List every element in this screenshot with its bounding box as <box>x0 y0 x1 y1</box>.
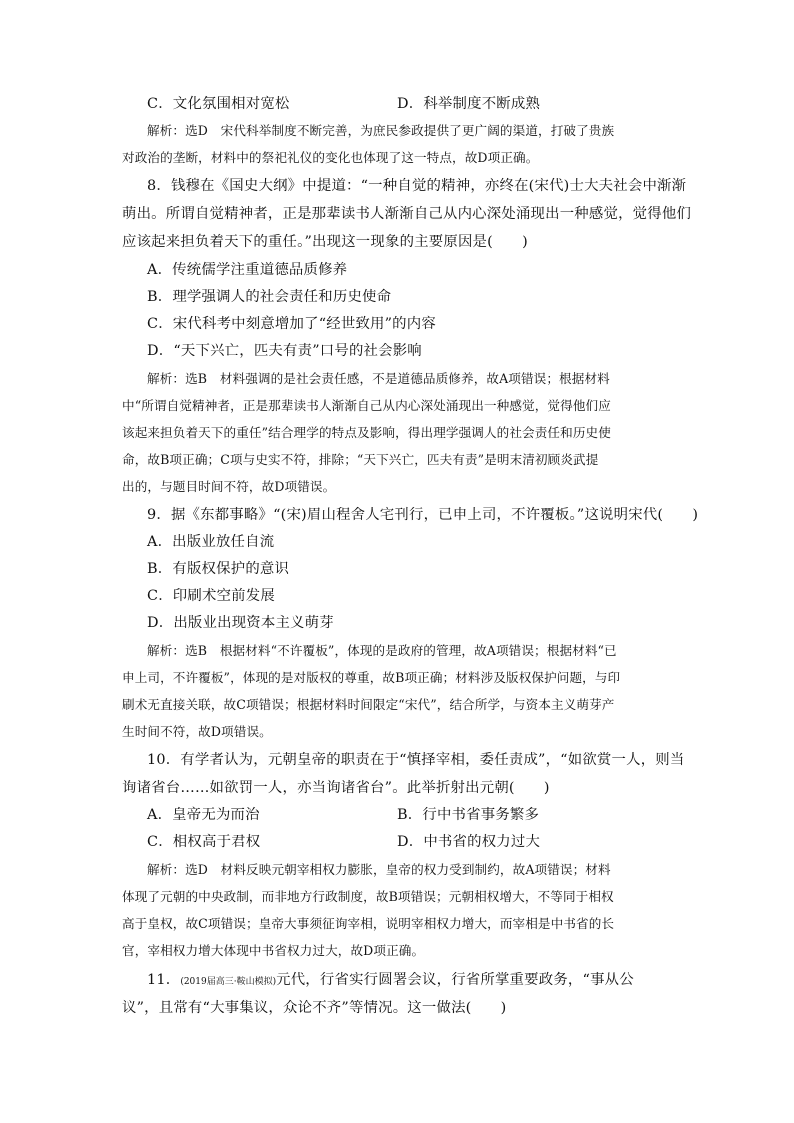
q10-stem-line-2: 询诸省台……如欲罚一人，亦当询诸省台”。此举折射出元朝( ) <box>122 780 550 796</box>
q10-analysis-line-2: 体现了元朝的中央政制，而非地方行政制度，故B项错误；元朝相权增大，不等同于相权 <box>122 889 614 904</box>
q9-stem: 9．据《东都事略》“(宋)眉山程舍人宅刊行，已申上司，不许覆板。”这说明宋代( ) <box>147 507 699 523</box>
q11-number: 11． <box>147 972 181 988</box>
q10-option-c: C．相权高于君权 <box>147 834 261 850</box>
q9-option-a: A．出版业放任自流 <box>147 534 275 550</box>
q8-analysis-line-1: 解析：选B 材料强调的是社会责任感，不是道德品质修养，故A项错误；根据材料 <box>147 371 610 386</box>
q7-option-d: D．科举制度不断成熟 <box>397 96 541 112</box>
q8-analysis-line-3: 该起来担负着天下的重任”结合理学的特点及影响，得出理学强调人的社会责任和历史使 <box>122 425 611 440</box>
q9-option-c: C．印刷术空前发展 <box>147 588 275 604</box>
q9-analysis-line-3: 刷术无直接关联，故C项错误；根据材料时间限定“宋代”，结合所学，与资本主义萌芽产 <box>122 697 615 712</box>
q10-option-d: D．中书省的权力过大 <box>397 834 541 850</box>
q10-stem-line-1: 10．有学者认为，元朝皇帝的职责在于“慎择宰相，委任责成”，“如欲赏一人，则当 <box>147 752 685 768</box>
q10-analysis-line-3: 高于皇权，故C项错误；皇帝大事须征询宰相，说明宰相权力增大，而宰相是中书省的长 <box>122 916 615 931</box>
q8-analysis-line-2: 中“所谓自觉精神者，正是那辈读书人渐渐自己从内心深处涌现出一种感觉，觉得他们应 <box>122 398 611 413</box>
q8-stem-line-3: 应该起来担负着天下的重任。”出现这一现象的主要原因是( ) <box>122 234 528 250</box>
q11-stem-line-2: 议”，且常有“大事集议，众论不齐”等情况。这一做法( ) <box>122 1000 507 1016</box>
q10-option-b: B．行中书省事务繁多 <box>397 807 540 823</box>
q9-analysis-line-4: 生时间不符，故D项错误。 <box>122 724 272 739</box>
q8-option-d: D．“天下兴亡，匹夫有责”口号的社会影响 <box>147 343 422 359</box>
q10-analysis-line-1: 解析：选D 材料反映元朝宰相权力膨胀，皇帝的权力受到制约，故A项错误；材料 <box>147 862 611 877</box>
q8-option-a: A．传统儒学注重道德品质修养 <box>147 262 348 278</box>
q10-analysis-line-4: 官，宰相权力增大体现中书省权力过大，故D项正确。 <box>122 943 425 958</box>
q7-option-c: C．文化氛围相对宽松 <box>147 96 290 112</box>
q10-option-a: A．皇帝无为而治 <box>147 807 260 823</box>
q7-analysis-line-2: 对政治的垄断，材料中的祭祀礼仪的变化也体现了这一特点，故D项正确。 <box>122 150 539 165</box>
q8-analysis-line-5: 出的，与题目时间不符，故D项错误。 <box>122 479 336 494</box>
q8-option-b: B．理学强调人的社会责任和历史使命 <box>147 289 392 305</box>
q9-analysis-line-1: 解析：选B 根据材料“不许覆板”，体现的是政府的管理，故A项错误；根据材料“已 <box>147 643 617 658</box>
q11-source-tag: (2019届高三·鞍山模拟) <box>180 977 277 987</box>
q7-analysis-line-1: 解析：选D 宋代科举制度不断完善，为庶民参政提供了更广阔的渠道，打破了贵族 <box>147 123 615 138</box>
q9-option-b: B．有版权保护的意识 <box>147 561 290 577</box>
q8-stem-line-1: 8．钱穆在《国史大纲》中提道：“一种自觉的精神，亦终在(宋代)士大夫社会中渐渐 <box>147 178 687 194</box>
q8-option-c: C．宋代科考中刻意增加了“经世致用”的内容 <box>147 316 436 332</box>
q9-analysis-line-2: 申上司，不许覆板”，体现的是对版权的尊重，故B项正确；材料涉及版权保护问题，与印 <box>122 670 621 685</box>
q8-stem-line-2: 萌出。所谓自觉精神者，正是那辈读书人渐渐自己从内心深处涌现出一种感觉，觉得他们 <box>122 206 692 222</box>
q9-option-d: D．出版业出现资本主义萌芽 <box>147 615 334 631</box>
q11-stem-line-1 <box>147 970 634 992</box>
q11-stem-text: 元代，行省实行圆署会议，行省所掌重要政务，“事从公 <box>276 972 634 988</box>
q8-analysis-line-4: 命，故B项正确；C项与史实不符，排除；“天下兴亡，匹夫有责”是明末清初顾炎武提 <box>122 452 599 467</box>
